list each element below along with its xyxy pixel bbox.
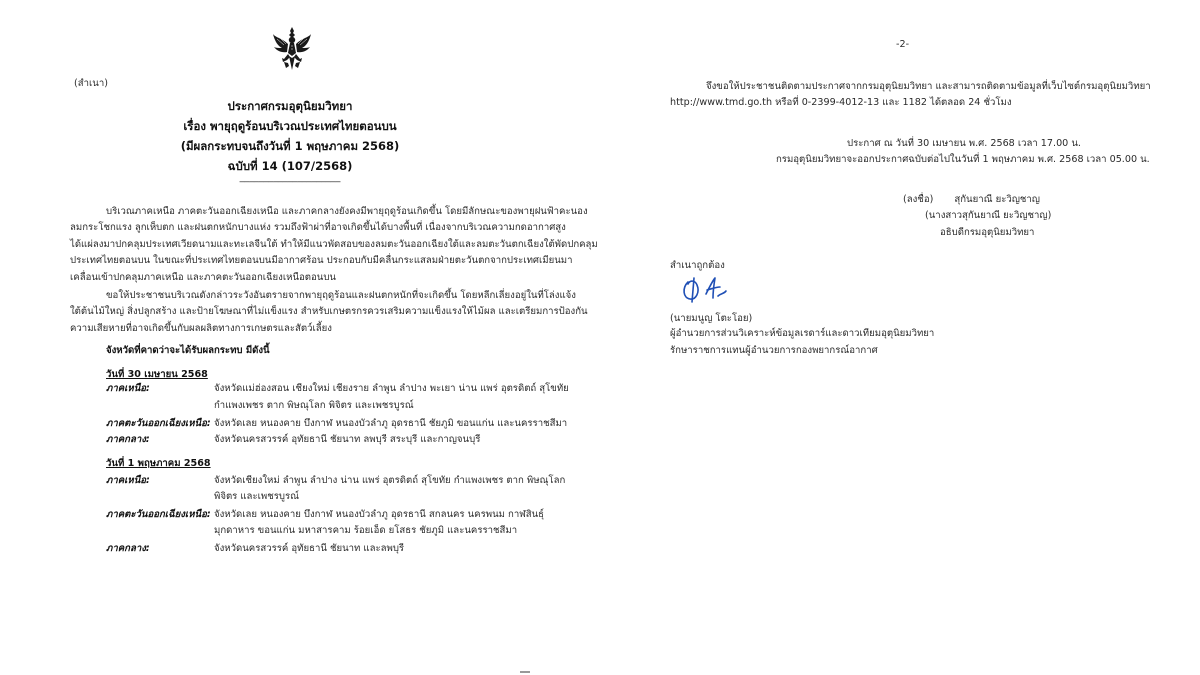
effective-period: (มีผลกระทบจนถึงวันที่ 1 พฤษภาคม 2568) [180, 139, 400, 153]
paragraph-advice [70, 288, 588, 337]
paragraph-line: http://www.tmd.go.th หรือที่ 0-2399-4012-13 และ 1182 ได้ตลอด 24 ชั่วโมง [670, 97, 1012, 109]
copy-mark: (สำเนา) [74, 78, 108, 89]
day-date: วันที่ 30 เมษายน 2568 [106, 369, 208, 380]
region-label: ภาคกลาง: [106, 543, 150, 554]
paragraph-line: ขอให้ประชาชนบริเวณดังกล่าวระวังอันตรายจากพายุฤดูร้อนและฝนตกหนักที่จะเกิดขึ้น โดยหลีกเลี่ยงอยู่ในที่โล่งแจ้ง [106, 290, 576, 301]
province-row [106, 415, 567, 432]
province-list: กำแพงเพชร ตาก พิษณุโลก พิจิตร และเพชรบูรณ์ [214, 400, 414, 411]
province-list: พิจิตร และเพชรบูรณ์ [214, 491, 300, 502]
paragraph-line: จึงขอให้ประชาชนติดตามประกาศจากกรมอุตุนิยมวิทยา และสามารถติดตามข้อมูลที่เว็บไซต์กรมอุตุนิยมวิทยา [706, 81, 1151, 92]
province-list: จังหวัดแม่ฮ่องสอน เชียงใหม่ เชียงราย ลำพูน ลำปาง พะเยา น่าน แพร่ อุตรดิตถ์ สุโขทัย [214, 383, 569, 394]
announcement-title: ประกาศกรมอุตุนิยมวิทยา [227, 99, 353, 113]
provinces-heading: จังหวัดที่คาดว่าจะได้รับผลกระทบ มีดังนี้ [106, 345, 270, 356]
province-list: จังหวัดเลย หนองคาย บึงกาฬ หนองบัวลำภู อุดรธานี สกลนคร นครพนม กาฬสินธุ์ [214, 509, 545, 520]
signed-name: สุกันยาณี ยะวิญชาญ [954, 194, 1040, 205]
province-list: จังหวัดนครสวรรค์ อุทัยธานี ชัยนาท และลพบุรี [214, 543, 405, 554]
province-row [106, 506, 544, 523]
province-list: จังหวัดเลย หนองคาย บึงกาฬ หนองบัวลำภู อุดรธานี ชัยภูมิ ขอนแก่น และนครราชสีมา [214, 418, 568, 429]
signer-title: อธิบดีกรมอุตุนิยมวิทยา [940, 227, 1035, 238]
paragraph-line: ลมกระโชกแรง ลูกเห็บตก และฝนตกหนักบางแห่ง รวมถึงฟ้าผ่าที่อาจเกิดขึ้นได้บางพื้นที่ เนื่องจากบริเวณความกดอากาศสูง [70, 222, 566, 234]
paragraph-line: ได้แผ่ลงมาปกคลุมประเทศเวียดนามและทะเลจีนใต้ ทำให้มีแนวพัดสอบของลมตะวันออกเฉียงใต้และลมตะวันตกเฉียงใต้พัดปกคลุม [70, 238, 598, 250]
province-row [106, 431, 480, 448]
paragraph-line: ความเสียหายที่อาจเกิดขึ้นกับผลผลิตทางการเกษตรและสัตว์เลี้ยง [70, 322, 332, 334]
paragraph-line: เคลื่อนเข้าปกคลุมภาคเหนือ และภาคตะวันออกเฉียงเหนือตอนบน [70, 271, 336, 283]
title-divider: _____________________ [239, 172, 341, 183]
paragraph-situation [70, 204, 598, 286]
signature-line [903, 191, 1040, 208]
paragraph-line: บริเวณภาคเหนือ ภาคตะวันออกเฉียงเหนือ และภาคกลางยังคงมีพายุฤดูร้อนเกิดขึ้น โดยมีลักษณะของพายุฝนฟ้าคะนอง [106, 206, 588, 217]
province-list: จังหวัดนครสวรรค์ อุทัยธานี ชัยนาท ลพบุรี สระบุรี และกาญจนบุรี [214, 434, 481, 445]
province-row [106, 380, 569, 397]
region-label: ภาคกลาง: [106, 434, 150, 445]
paragraph-line: ประเทศไทยตอนบน ในขณะที่ประเทศไทยตอนบนมีอากาศร้อน ประกอบกับมีคลื่นกระแสลมฝ่ายตะวันตกจากประเทศเมียนมา [70, 255, 573, 267]
announcement-subject: เรื่อง พายุฤดูร้อนบริเวณประเทศไทยตอนบน [183, 119, 397, 133]
signer-full-name: (นางสาวสุกันยาณี ยะวิญชาญ) [925, 210, 1052, 221]
handwritten-signature-icon [680, 272, 732, 306]
paragraph-line: ใต้ต้นไม้ใหญ่ สิ่งปลูกสร้าง และป้ายโฆษณาที่ไม่แข็งแรง สำหรับเกษตรกรควรเสริมความแข็งแรงให้ไม้ผล และเตรียมการป้องกัน [70, 306, 588, 318]
certifier-title: ผู้อำนวยการส่วนวิเคราะห์ข้อมูลเรดาร์และดาวเทียมอุตุนิยมวิทยา [670, 328, 935, 339]
certifier-acting-title: รักษาราชการแทนผู้อำนวยการกองพยากรณ์อากาศ [670, 345, 878, 356]
scan-artifact [520, 671, 530, 673]
announced-date: ประกาศ ณ วันที่ 30 เมษายน พ.ศ. 2568 เวลา 17.00 น. [847, 138, 1081, 149]
garuda-emblem-icon [272, 26, 312, 72]
next-issue: กรมอุตุนิยมวิทยาจะออกประกาศฉบับต่อไปในวันที่ 1 พฤษภาคม พ.ศ. 2568 เวลา 05.00 น. [776, 154, 1150, 165]
region-label: ภาคตะวันออกเฉียงเหนือ: [106, 418, 211, 429]
day-date: วันที่ 1 พฤษภาคม 2568 [106, 458, 211, 469]
signed-prefix: (ลงชื่อ) [903, 194, 934, 205]
certifier-name: (นายมนูญ โตะโอย) [670, 313, 753, 324]
province-row [106, 540, 404, 557]
page-number: -2- [896, 39, 910, 50]
region-label: ภาคตะวันออกเฉียงเหนือ: [106, 509, 211, 520]
certified-copy: สำเนาถูกต้อง [670, 260, 725, 271]
province-row [106, 472, 565, 489]
region-label: ภาคเหนือ: [106, 475, 150, 486]
province-list: จังหวัดเชียงใหม่ ลำพูน ลำปาง น่าน แพร่ อุตรดิตถ์ สุโขทัย กำแพงเพชร ตาก พิษณุโลก [214, 475, 566, 486]
paragraph-follow [670, 79, 1151, 112]
issue-number: ฉบับที่ 14 (107/2568) [227, 159, 353, 173]
province-list: มุกดาหาร ขอนแก่น มหาสารคาม ร้อยเอ็ด ยโสธร ชัยภูมิ และนครราชสีมา [214, 525, 518, 536]
region-label: ภาคเหนือ: [106, 383, 150, 394]
